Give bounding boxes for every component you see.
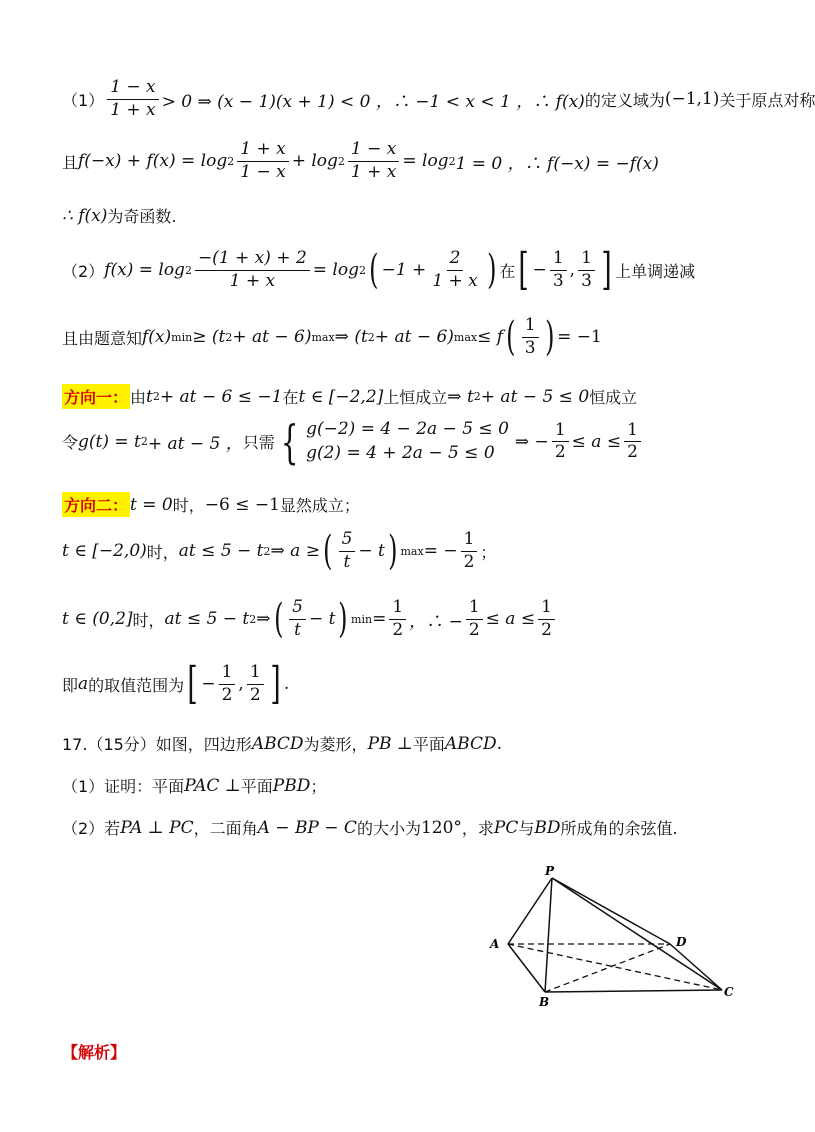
part2-int-a: $\frac{1}{3}$ [550,249,567,291]
part1-cond-rest: > 0 ⇒ (x − 1)(x + 1) < 0 ，∴ −1 < x < 1 ，∴ f(x) [161,91,585,112]
part1-base-1: 2 [227,154,235,168]
label-D: D [676,935,687,949]
solution-tag-line [62,1040,126,1063]
part2-decreasing: 上单调递减 [615,261,696,281]
edge-DC [670,944,722,990]
method2-line2: t ∈ [−2,0) 时， at ≤ 5 − t 2 ⇒ a ≥ ( $\frac{5}{t}$ − t ) max = − $\frac{1}{2}$ ； [62,528,497,575]
part1-sum-lhs: f(−x) + f(x) = log [78,151,228,172]
part1-odd-text: 为奇函数. [107,207,177,226]
label-B: B [539,995,550,1009]
part2-f-arg: $\frac{1}{3}$ [522,316,539,358]
part1-and: 且 [62,152,79,172]
edge-PA [508,878,552,944]
method1-line2: 令 g(t) = t 2 + at − 5 ， 只需 { g(−2) = 4 − 2a − 5 ≤ 0 g(2) = 4 + 2a − 5 ≤ 0 ⇒ − $\frac{1}{2}$ ≤ a ≤ $\frac{1}{2}$ [62,418,644,466]
part2-label: （2） [62,261,105,281]
part1-domain-interval: (−1,1) [664,89,720,110]
part1-line2: 且 f(−x) + f(x) = log 2 $\frac{1 + x}{1 - x}$ + log 2 $\frac{1 - x}{1 + x}$ = log 2 1 = 0 ，∴ f(−x) = −f(x) [62,139,659,182]
part1-frac-2: $\frac{1 - x}{1 + x}$ [348,140,399,182]
label-P: P [545,864,555,878]
diag-BD-hidden [545,944,670,992]
method2-line1: 方向二： t = 0 时， −6 ≤ −1 显然成立； [62,492,360,517]
edge-BC [545,990,722,992]
problem17-q1: （1）证明：平面 PAC ⊥ 平面 PBD ； [62,775,327,796]
method1-tag: 方向一： [62,384,130,409]
part2-line2: 且由题意知 f(x) min ≥ (t 2 + at − 6) max ⇒ (t 2 + at − 6) max ≤ f ( $\frac{1}{3}$ ) = −1 [62,314,602,361]
part2-frac: $\frac{-(1 + x) + 2}{1 + x}$ [195,249,310,291]
part2-inner-frac: $\frac{2}{1 + x}$ [432,247,478,291]
part1-cond-fraction: $\frac{1 - x}{1 + x}$ [107,78,158,120]
edge-PB [545,878,552,992]
method2-tag: 方向二： [62,492,130,517]
label-C: C [724,985,734,999]
part1-symmetric-text: 关于原点对称 [719,90,815,110]
part1-log-rest: 1 = 0 ，∴ f(−x) = −f(x) [455,153,659,174]
solution-tag: 【解析】 [62,1043,127,1062]
edge-PC [552,878,722,990]
label-A: A [490,937,500,951]
part2-int-b: $\frac{1}{3}$ [578,249,595,291]
method1-line1: 方向一： 由 t 2 + at − 6 ≤ −1 在 t ∈ [−2,2] 上恒成立 ⇒ t 2 + at − 5 ≤ 0 恒成立 [62,384,637,409]
problem17-statement: 17.（15分）如图，四边形 ABCD 为菱形， PB ⊥ 平面 ABCD . [62,733,503,754]
diag-AC-hidden [508,944,722,990]
edge-PD [552,878,670,944]
method1-system: g(−2) = 4 − 2a − 5 ≤ 0 g(2) = 4 + 2a − 5 ≤ 0 [306,419,509,463]
part2-fx: f(x) = log [104,260,185,280]
part2-line1: （2） f(x) = log 2 $\frac{-(1 + x) + 2}{1 + x}$ = log 2 ( −1 + $\frac{2}{1 + x}$ ) 在 [ − $\frac{1}{3}$ , $\frac{1}{3}$ ] 上单调递减 [62,244,696,295]
part1-label: （1） [62,90,105,110]
part1-therefore: ∴ f(x) [62,205,108,226]
problem17-q2: （2）若 PA ⊥ PC ，二面角 A − BP − C 的大小为 120° ，求 PC 与 BD 所成角的余弦值. [62,817,678,838]
part1-frac-1: $\frac{1 + x}{1 - x}$ [237,140,288,182]
part1-domain-text: 的定义域为 [584,90,665,110]
conclusion-line: 即 a 的取值范围为 [ − $\frac{1}{2}$ , $\frac{1}{2}$ ] . [62,658,290,709]
method2-line3: t ∈ (0,2] 时， at ≤ 5 − t 2 ⇒ ( $\frac{5}{t}$ − t ) min = $\frac{1}{2}$ ，∴ − $\frac{1}{2}$ ≤ a ≤ $\frac{1}{2}$ [62,598,558,640]
